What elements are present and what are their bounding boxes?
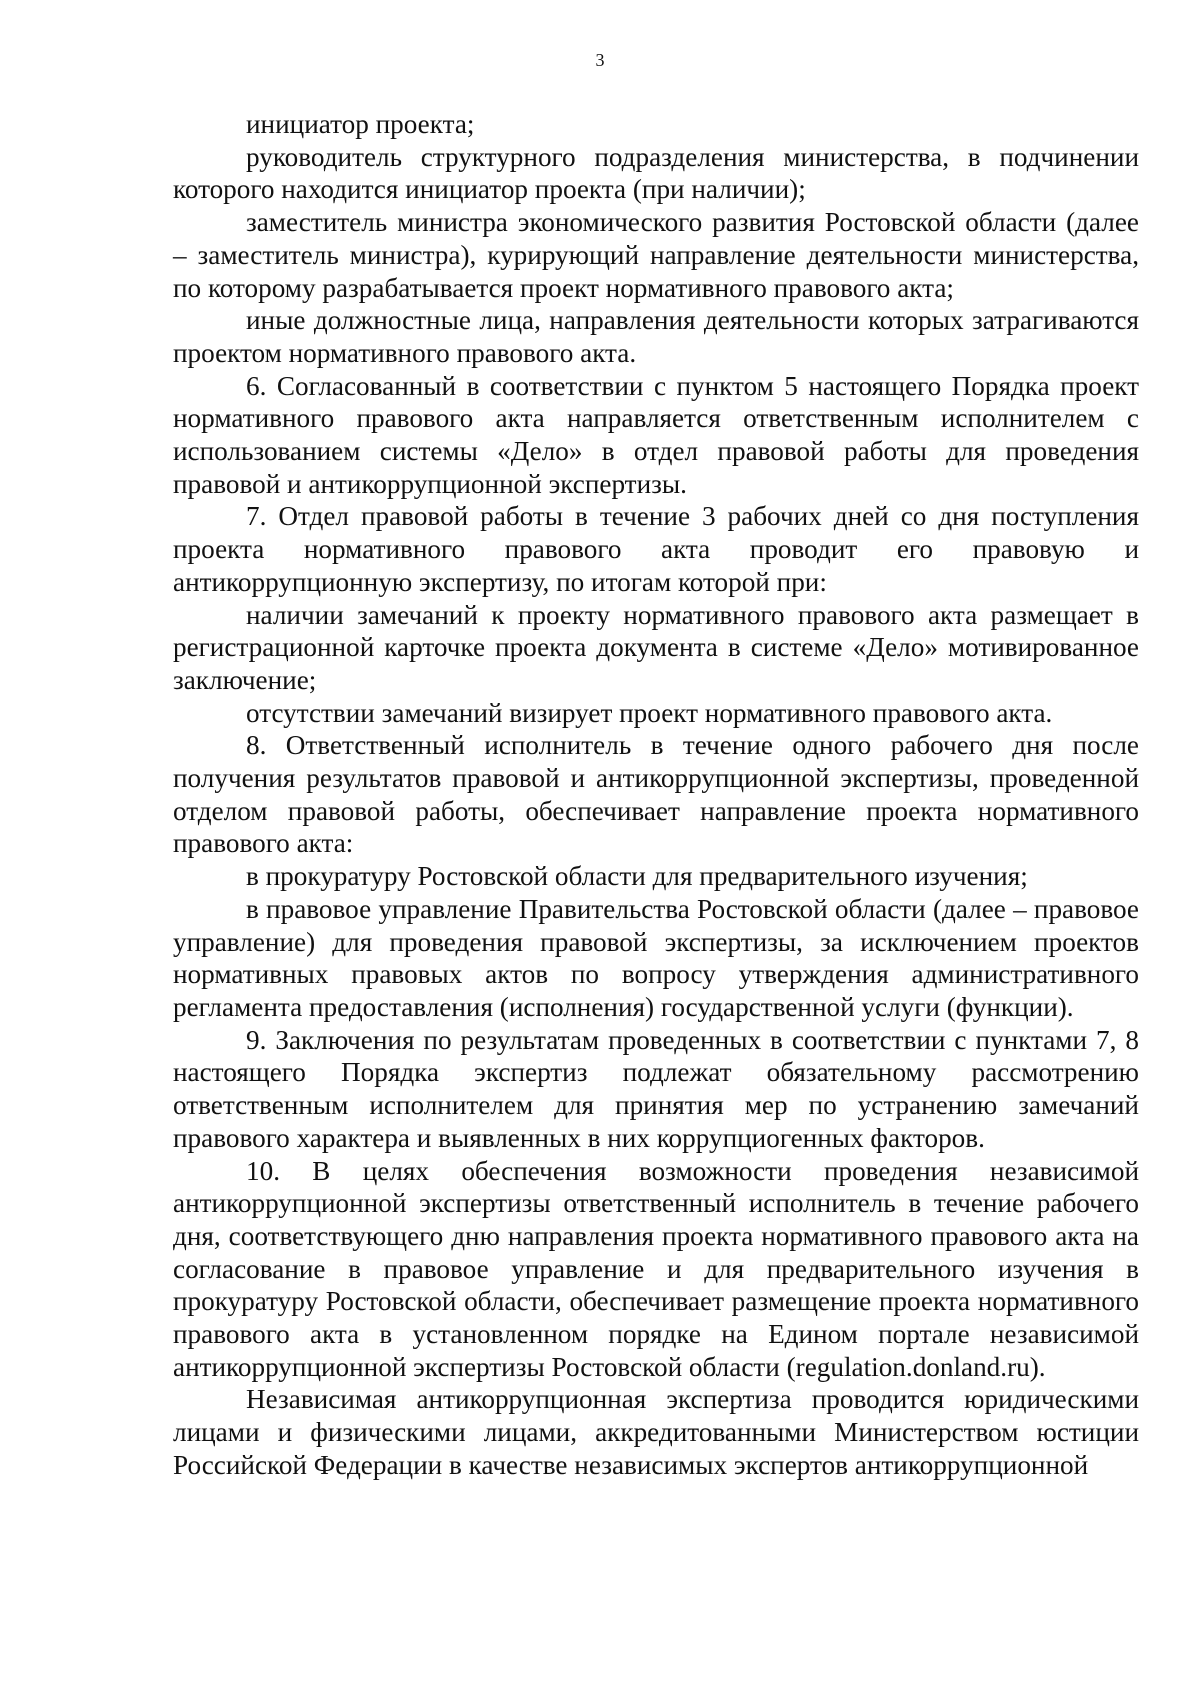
document-body [173,108,1139,1482]
paragraph-other-officials: иные должностные лица, направления деятельности которых затрагиваются проектом нормативного правового акта. [173,305,1139,368]
paragraph-item-10: 10. В целях обеспечения возможности проведения независимой антикоррупционной экспертизы ответственный исполнитель в течение рабочего дня, соответствующего дню направления проекта нормативного правового акта на согласование в правовое управление и для предварительного изучения в прокуратуру Ростовской области, обеспечивает размещение проекта нормативного правового акта в установленном порядке на Едином портале независимой антикоррупционной экспертизы Ростовской области (regulation.donland.ru). [173,1155,1139,1382]
paragraph-item-8: 8. Ответственный исполнитель в течение одного рабочего дня после получения результатов правовой и антикоррупционной экспертизы, проведенной отделом правовой работы, обеспечивает направление проекта нормативного правового акта: [173,730,1139,859]
paragraph-deputy-minister: заместитель министра экономического развития Ростовской области (далее – заместитель министра), курирующий направление деятельности министерства, по которому разрабатывается проект нормативного правового акта; [173,207,1139,303]
paragraph-legal-department: в правовое управление Правительства Ростовской области (далее – правовое управление) для проведения правовой экспертизы, за исключением проектов нормативных правовых актов по вопросу утверждения административного регламента предоставления (исполнения) государственной услуги (функции). [173,893,1139,1022]
paragraph-prosecutor: в прокуратуру Ростовской области для предварительного изучения; [246,861,1028,892]
page-number: 3 [595,50,605,70]
paragraph-item-7: 7. Отдел правовой работы в течение 3 рабочих дней со дня поступления проекта нормативного правового акта проводит его правовую и антикоррупционную экспертизу, по итогам которой при: [173,501,1139,597]
paragraph-item-9: 9. Заключения по результатам проведенных в соответствии с пунктами 7, 8 настоящего Порядка экспертиз подлежат обязательному рассмотрению ответственным исполнителем для принятия мер по устранению замечаний правового характера и выявленных в них коррупциогенных факторов. [173,1024,1139,1153]
paragraph-independent-expertise: Независимая антикоррупционная экспертиза проводится юридическими лицами и физическими лицами, аккредитованными Министерством юстиции Российской Федерации в качестве независимых экспертов антикоррупционной [173,1384,1139,1480]
paragraph-item-6: 6. Согласованный в соответствии с пунктом 5 настоящего Порядка проект нормативного правового акта направляется ответственным исполнителем с использованием системы «Дело» в отдел правовой работы для проведения правовой и антикоррупционной экспертизы. [173,370,1139,499]
paragraph-initiator: инициатор проекта; [246,109,475,139]
paragraph-remarks-present: наличии замечаний к проекту нормативного правового акта размещает в регистрационной карточке проекта документа в системе «Дело» мотивированное заключение; [173,599,1139,695]
paragraph-unit-head: руководитель структурного подразделения министерства, в подчинении которого находится инициатор проекта (при наличии); [173,141,1139,205]
paragraph-remarks-absent: отсутствии замечаний визирует проект нормативного правового акта. [246,697,1053,728]
